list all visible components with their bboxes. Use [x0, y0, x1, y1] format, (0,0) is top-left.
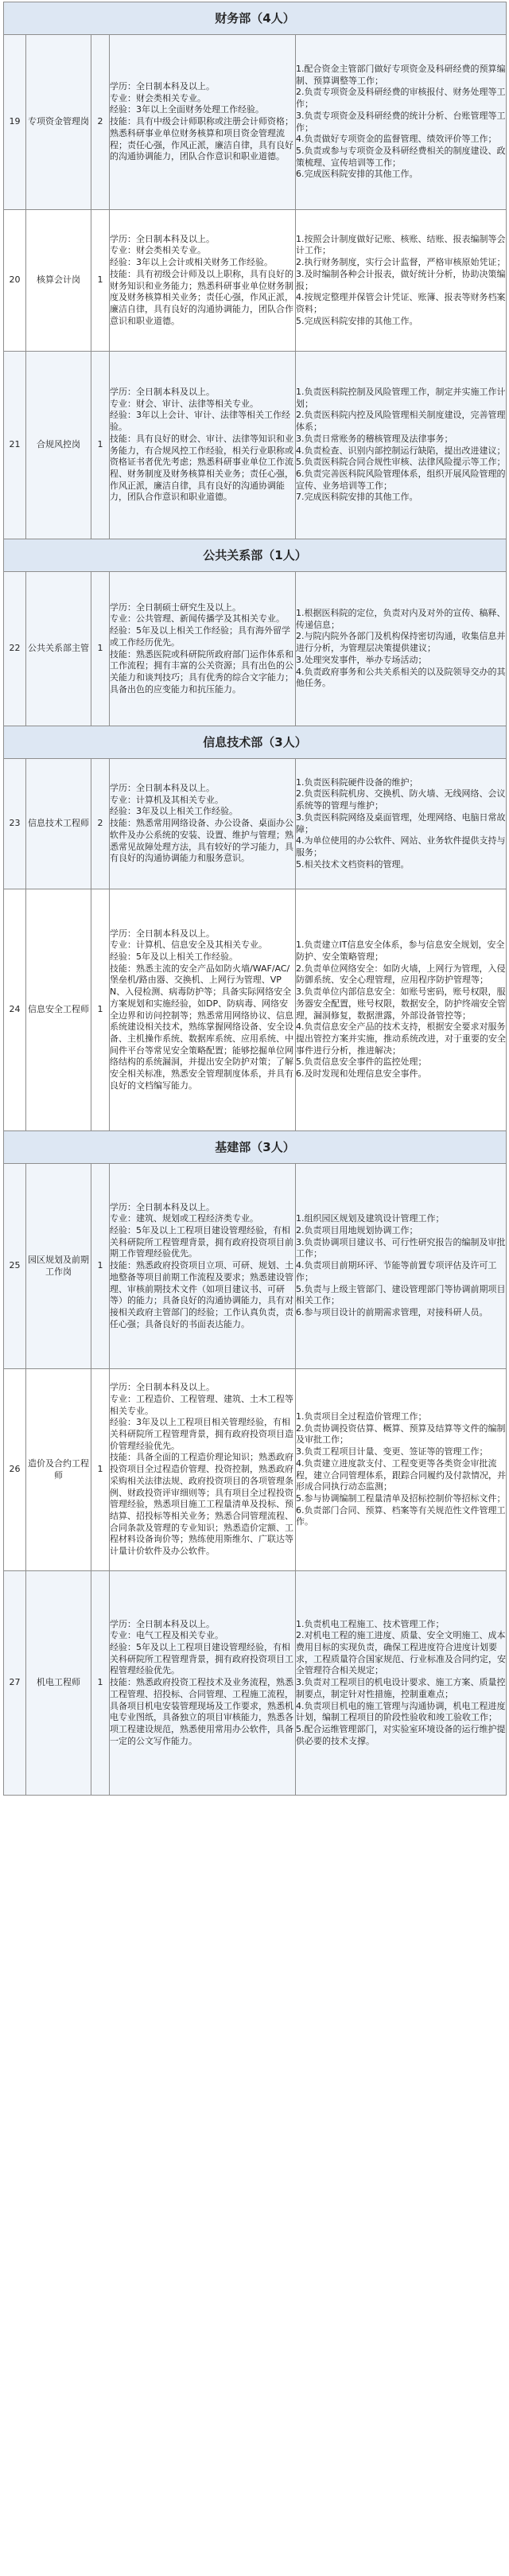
- row-number: 27: [4, 1571, 26, 1796]
- requirements-cell: [110, 759, 296, 889]
- position-name: 造价及合约工程师: [26, 1369, 91, 1571]
- table-row: [4, 759, 507, 889]
- row-number: 25: [4, 1164, 26, 1369]
- requirements-cell: [110, 210, 296, 352]
- table-body: [4, 2, 507, 1796]
- table-row: [4, 889, 507, 1131]
- section-title: 信息技术部（3人）: [4, 726, 507, 759]
- table-row: [4, 1164, 507, 1369]
- row-number: 21: [4, 352, 26, 539]
- row-number: 26: [4, 1369, 26, 1571]
- table-row: [4, 572, 507, 726]
- duties-cell: [296, 889, 507, 1131]
- requirements-cell: [110, 352, 296, 539]
- table-row: [4, 1369, 507, 1571]
- headcount: 2: [91, 759, 110, 889]
- headcount: 1: [91, 572, 110, 726]
- section-header: [4, 2, 507, 35]
- headcount: 1: [91, 1164, 110, 1369]
- requirements-cell-text: 学历：全日制本科及以上。 专业：建筑、规划或工程经济类专业。 经验：5年及以上工程项目建设管理经验，有相关科研院所工程管理背景，拥有政府投资项目前期工作管理经验优先。 技能：熟悉政府投资项目立项、可研、规划、土地整备等项目前期工作流程及要求；熟悉建设管理、审核前期技术文件（如项目建议书、可研等）的能力；具备良好的沟通协调能力，具有对接相关政府主管部门的经验；工作认真负责，责任心强；具备良好的书面表达能力。: [110, 1201, 293, 1329]
- requirements-cell-text: 学历：全日制本科及以上。 专业：财会、审计、法律等相关专业。 经验：3年以上会计、审计、法律等相关工作经验。 技能：具有良好的财会、审计、法律等知识和业务能力，有合规风控工作经验，相关行业职称或资格证书者优先考虑；熟悉科研事业单位工作流程、财务制度及财务核算相关业务；责任心强，作风正派，廉洁自律，具有良好的沟通协调能力，团队合作意识和职业道德。: [110, 386, 293, 503]
- duties-cell-text: 1.负责医科院硬件设备的维护； 2.负责医科院机房、交换机、防火墙、无线网络、会议系统等的管理与维护； 3.负责医科院网络及桌面管理，处理网络、电脑日常故障； 4.为单位使用的办公软件、网站、业务软件提供支持与服务； 5.相关技术文档资料的管理。: [296, 776, 506, 870]
- headcount: 1: [91, 1571, 110, 1796]
- position-name: 公共关系部主管: [26, 572, 91, 726]
- duties-cell: [296, 210, 507, 352]
- requirements-cell: [110, 572, 296, 726]
- position-name: 核算会计岗: [26, 210, 91, 352]
- section-header: [4, 1131, 507, 1164]
- position-name: 机电工程师: [26, 1571, 91, 1796]
- duties-cell-text: 1.配合资金主管部门做好专项资金及科研经费的预算编制、预算调整等工作； 2.负责专项资金及科研经费的审核报付、财务处理等工作； 3.负责专项资金及科研经费的统计分析、台账管理等工作； 4.负责做好专项资金的监督管理、绩效评价等工作； 5.负责或参与专项资金及科研经费相关的制度建设、政策梳理、宣传培训等工作； 6.完成医科院安排的其他工作。: [296, 63, 506, 180]
- duties-cell: [296, 572, 507, 726]
- position-name: 信息安全工程师: [26, 889, 91, 1131]
- section-header: [4, 539, 507, 572]
- requirements-cell-text: 学历：全日制硕士研究生及以上。 专业：公共管理、新闻传播学及其相关专业。 经验：5年及以上相关工作经验；具有海外留学或工作经历优先。 技能：熟悉医院或科研院所政府部门运作体系和工作流程；拥有丰富的公关资源；具有出色的公关能力和谈判技巧；具有优秀的综合文字能力；具备出色的应变能力和抗压能力。: [110, 601, 293, 695]
- row-number: 24: [4, 889, 26, 1131]
- row-number: 20: [4, 210, 26, 352]
- headcount: 1: [91, 889, 110, 1131]
- requirements-cell-text: 学历：全日制本科及以上。 专业：电气工程及相关专业。 经验：5年及以上工程项目建设管理经验，有相关科研院所工程管理背景，拥有政府投资项目工程管理经验优先。 技能：熟悉政府投资工程技术及业务流程，熟悉工程管理、招投标、合同管理、工程施工流程，具备项目机电安装管理现场及工作要求，熟悉机电专业图纸，具备独立的项目审核能力，熟悉各项工程建设规范，熟悉使用常用办公软件，具备一定的公文写作能力。: [110, 1618, 293, 1746]
- section-header: [4, 726, 507, 759]
- headcount: 1: [91, 1369, 110, 1571]
- headcount: 1: [91, 210, 110, 352]
- position-name: 专项资金管理岗: [26, 35, 91, 210]
- duties-cell: [296, 35, 507, 210]
- duties-cell-text: 1.负责医科院控制及风险管理工作，制定并实施工作计划； 2.负责医科院内控及风险管理相关制度建设，完善管理体系； 3.负责日常账务的稽核管理及法律事务； 4.负责检查、识别内部控制运行缺陷，提出改进建议； 5.负责医科院合同合规性审核、法律风险提示等工作； 6.负责完善医科院风险管理体系，组织开展风险管理的宣传、业务培训等工作； 7.完成医科院安排的其他工作。: [296, 386, 506, 503]
- row-number: 22: [4, 572, 26, 726]
- requirements-cell: [110, 889, 296, 1131]
- row-number: 19: [4, 35, 26, 210]
- section-title: 基建部（3人）: [4, 1131, 507, 1164]
- section-title: 财务部（4人）: [4, 2, 507, 35]
- duties-cell-text: 1.按照会计制度做好记账、核账、结账、报表编制等会计工作； 2.执行财务制度，实行会计监督，严格审核原始凭证； 3.及时编制各种会计报表，做好统计分析，协助决策编报； 4.按规定整理并保管会计凭证、账簿、报表等财务档案资料； 5.完成医科院安排的其他工作。: [296, 233, 506, 326]
- table-row: [4, 352, 507, 539]
- position-name: 园区规划及前期工作岗: [26, 1164, 91, 1369]
- headcount: 2: [91, 35, 110, 210]
- requirements-cell-text: 学历：全日制本科及以上。 专业：计算机、信息安全及其相关专业。 经验：5年及以上相关工作经验。 技能：熟悉主流的安全产品如防火墙/WAF/AC/堡垒机/路由器、交换机、上网行为管理、VPN、入侵检测、病毒防护等；具备实际网络安全方案规划和实施经验，如DP、防病毒、网络安全边界和访问控制等；熟悉常用网络协议、信息系统建设相关技术，熟练掌握网络设备、安全设备、主机操作系统、数据库系统、应用系统、中间件平台等常见安全策略配置；能够挖掘单位网络结构的系统漏洞，并提出安全防护对策；了解安全相关标准，熟悉安全管理制度体系，并具有良好的文档编写能力。: [110, 928, 293, 1091]
- duties-cell-text: 1.负责机电工程施工、技术管理工作； 2.对机电工程的施工进度、质量、安全文明施工、成本费用目标的实现负责，确保工程进度符合进度计划要求，工程质量符合国家规范、行业标准及合同约定，安全管理符合相关规定； 3.负责对工程项目的机电设计要求、施工方案、质量控制要点，制定针对性措施，控制重难点； 4.负责项目机电的施工管理与沟通协调，机电工程进度计划，编制工程项目的阶段性验收和竣工验收工作； 5.配合运维管理部门，对实验室环境设备的运行维护提供必要的技术支撑。: [296, 1618, 506, 1746]
- duties-cell-text: 1.组织园区规划及建筑设计管理工作； 2.负责项目用地规划协调工作； 3.负责协调项目建议书、可行性研究报告的编制及审批工作； 4.负责项目前期环评、节能等前置专项评估及许可工作； 5.负责与上级主管部门、建设管理部门等协调前期项目相关工作； 6.参与项目设计的前期需求管理，对接科研人员。: [296, 1213, 506, 1317]
- position-name: 信息技术工程师: [26, 759, 91, 889]
- duties-cell-text: 1.根据医科院的定位，负责对内及对外的宣传、稿释、传递信息； 2.与院内院外各部门及机构保持密切沟通，收集信息并进行分析，为管理层决策提供建议； 3.处理突发事件，举办专场活动； 4.负责政府事务和公共关系相关的以及院领导交办的其他任务。: [296, 608, 506, 689]
- duties-cell: [296, 759, 507, 889]
- table-row: [4, 210, 507, 352]
- requirements-cell-text: 学历：全日制本科及以上。 专业：财会类相关专业。 经验：3年以上会计或相关财务工作经验。 技能：具有初级会计师及以上职称，具有良好的财务知识和业务能力；熟悉科研事业单位财务制度及财务核算相关业务；责任心强，作风正派，廉洁自律，具有良好的沟通协调能力，团队合作意识和职业道德。: [110, 233, 293, 326]
- section-title: 公共关系部（1人）: [4, 539, 507, 572]
- duties-cell: [296, 1164, 507, 1369]
- requirements-cell-text: 学历：全日制本科及以上。 专业：计算机及其相关专业。 经验：3年及以上相关工作经验。 技能：熟悉常用网络设备、办公设备、桌面办公软件及办公系统的安装、设置、维护与管理；熟悉常见故障处理方法，具有较好的学习能力，具有良好的沟通协调能力和服务意识。: [110, 783, 293, 864]
- requirements-cell-text: 学历：全日制本科及以上。 专业：财会类相关专业。 经验：3年以上全面财务处理工作经验。 技能：具有中级会计师职称或注册会计师资格；熟悉科研事业单位财务核算和项目资金管理流程；责任心强，作风正派，廉洁自律，具有良好的沟通协调能力，团队合作意识和职业道德。: [110, 81, 293, 162]
- duties-cell: [296, 352, 507, 539]
- requirements-cell: [110, 1369, 296, 1571]
- recruitment-table: [3, 2, 507, 1796]
- requirements-cell: [110, 1571, 296, 1796]
- row-number: 23: [4, 759, 26, 889]
- table-row: [4, 1571, 507, 1796]
- duties-cell: [296, 1369, 507, 1571]
- requirements-cell: [110, 35, 296, 210]
- table-row: [4, 35, 507, 210]
- requirements-cell: [110, 1164, 296, 1369]
- headcount: 1: [91, 352, 110, 539]
- duties-cell-text: 1.负责项目全过程造价管理工作； 2.负责协调投资估算、概算、预算及结算等文件的编制及审批工作； 3.负责工程项目计量、变更、签证等的管理工作； 4.负责建立进度款支付、工程变更等各类资金审批流程，建立合同管理体系，跟踪合同履约及付款情况，并形成合同执行动态监测； 5.参与协调编制工程量清单及招标控制价等招标文件； 6.负责部门合同、预算、档案等有关规范性文件管理工作。: [296, 1411, 506, 1527]
- duties-cell-text: 1.负责建立IT信息安全体系，参与信息安全规划，安全防护、安全策略管理； 2.负责单位网络安全：如防火墙，上网行为管理，入侵防御系统、安全心理管理，应用程序防护管理等； 3.负责单位内部信息安全：如账号密码，账号权限，服务器安全配置，账号权限，数据安全，防护终端安全管理，漏洞修复，数据泄露，外部设备管控等； 4.负责信息安全产品的技术支持，根据安全要求对服务提出管控方案并实施，推动系统改进，对于重要的安全事件进行分析，推进解决； 5.负责信息安全事件的监控处理； 6.及时发现和处理信息安全事件。: [296, 940, 506, 1080]
- requirements-cell-text: 学历：全日制本科及以上。 专业：工程造价、工程管理、建筑、土木工程等相关专业。 经验：3年及以上工程项目相关管理经验，有相关科研院所工程管理背景，拥有政府投资项目造价管理经验优先。 技能：具备全面的工程造价理论知识；熟悉政府投资项目全过程造价管理、投资控制，熟悉政府采购相关法律法规、政府投资项目的各项管理条例、财政投资评审细则等；具有项目全过程投资管理经验，熟悉项目施工工程量清单及投标、预结算、招投标等相关业务；熟悉合同管理流程、合同条款及管理的专业知识；熟悉造价定额、工程材料设备询价等；熟练使用斯维尔、广联达等计量计价软件及办公软件。: [110, 1382, 293, 1557]
- position-name: 合规风控岗: [26, 352, 91, 539]
- duties-cell: [296, 1571, 507, 1796]
